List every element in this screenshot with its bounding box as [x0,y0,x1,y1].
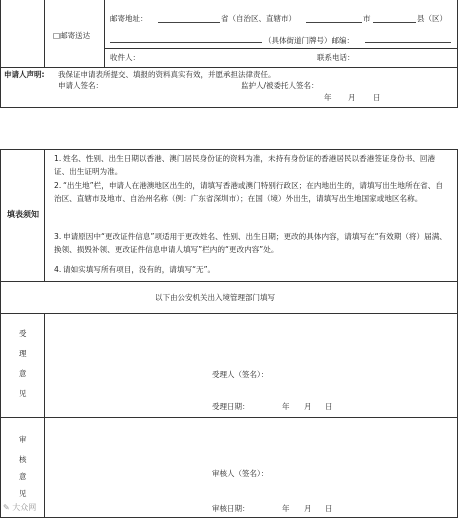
watermark-icon: ✎ [3,503,10,512]
instruction-item-2: 2. “出生地”栏，申请人在港澳地区出生的，请填写香港或澳门特别行政区；在内地出生的，请填写出生地所在省、自治区、直辖市及地市、自治州名称（例：广东省深圳市）；在国（境）外出生，请填写出生地国家或地区名称。 [54,181,443,203]
guardian-signature-label: 监护人/被委托人签名： [241,81,319,90]
instructions-title: 填表须知 [7,210,39,219]
mail-address-label: 邮寄地址： [110,14,148,23]
street-field[interactable] [110,42,262,43]
acceptance-day: 日 [325,402,333,411]
mail-delivery-checkbox[interactable]: □邮寄送达 [53,31,91,40]
review-day: 日 [325,504,333,513]
review-month: 月 [304,504,312,513]
instruction-item-1: 1. 姓名、性别、出生日期以香港、澳门居民身份证的资料为准，未持有身份证的香港居民以香港签证身份书、回港证、出生证明为准。 [54,154,436,176]
review-date-label: 审核日期： [212,504,250,513]
phone-label: 联系电话： [317,53,355,62]
acceptance-year: 年 [282,402,290,411]
instruction-item-3: 3. 申请原因中“更改证件信息”项适用于更改姓名、性别、出生日期；更改的具体内容，请填写在“有效期（将）届满、换领、损毁补领、更改证件信息申请人填写”栏内的“更改内容”处。 [54,232,447,254]
acceptance-month: 月 [304,402,312,411]
declaration-text: 我保证申请表所提交、填报的资料真实有效，并愿承担法律责任。 [58,70,276,79]
instruction-item-4: 4. 请如实填写所有项目，没有的，请填写“无”。 [54,265,216,274]
street-label: （具体街道门牌号）邮编： [264,36,354,45]
acceptance-person-label: 受理人（签名）： [212,370,269,379]
review-person-label: 审核人（签名）： [212,469,269,478]
postcode-field[interactable] [365,42,451,43]
recipient-label: 收件人： [110,53,140,62]
county-label: 县（区） [417,14,447,23]
declaration-title: 申请人声明: [4,70,45,79]
acceptance-date-label: 受理日期： [212,402,250,411]
province-label: 省（自治区、直辖市） [221,14,296,23]
office-use-header: 以下由公安机关出入境管理部门填写 [155,293,275,302]
declaration-year: 年 [324,93,332,102]
city-field[interactable] [306,22,362,23]
applicant-signature-label: 申请人签名： [58,81,103,90]
review-year: 年 [282,504,290,513]
city-label: 市 [363,14,371,23]
watermark-logo: ✎ 大众网 [3,503,37,512]
declaration-day: 日 [373,93,381,102]
declaration-month: 月 [348,93,356,102]
province-field[interactable] [158,22,220,23]
county-field[interactable] [373,22,416,23]
